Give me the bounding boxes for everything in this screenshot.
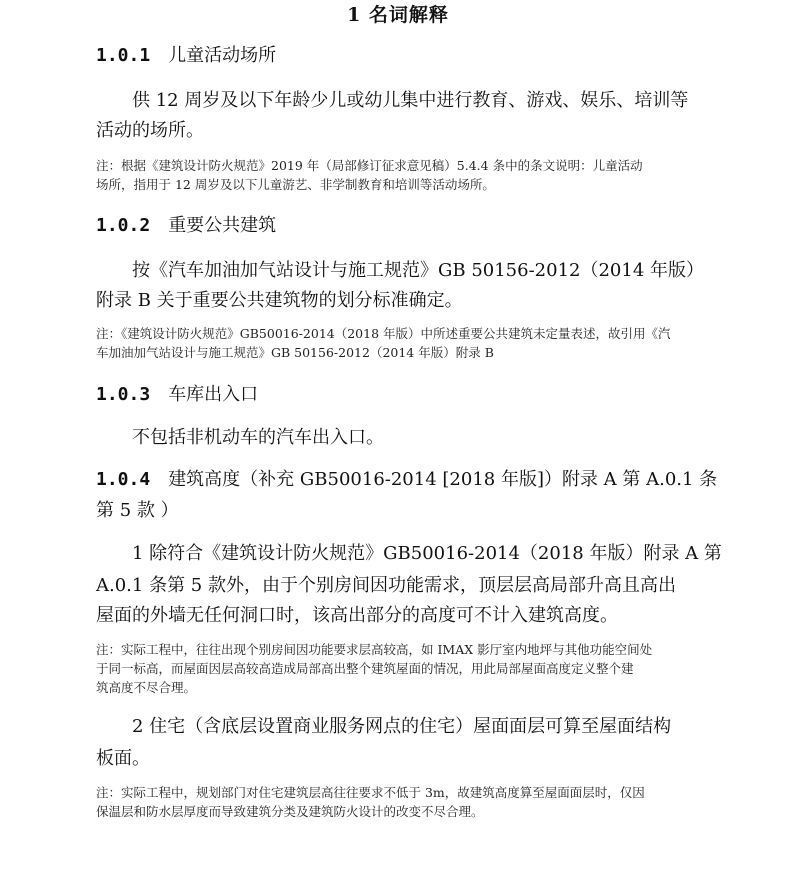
body-line: 按《汽车加油加气站设计与施工规范》GB 50156-2012（2014 年版） bbox=[132, 260, 705, 281]
note-line: 注：《建筑设计防火规范》GB50016-2014（2018 年版）中所述重要公共建筑未定量表述，故引用《汽 bbox=[96, 326, 671, 341]
section-heading-1-0-1 bbox=[96, 41, 716, 71]
item-2-rest bbox=[96, 744, 706, 774]
section-title: 车库出入口 bbox=[168, 384, 259, 405]
note-line: 注：实际工程中，规划部门对住宅建筑层高往往要求不低于 3m，故建筑高度算至屋面面层时，仅因 bbox=[96, 785, 645, 800]
body-line: 1 除符合《建筑设计防火规范》GB50016-2014（2018 年版）附录 A 第 bbox=[132, 543, 722, 564]
body-line: 活动的场所。 bbox=[96, 120, 204, 141]
section-title: 儿童活动场所 bbox=[168, 45, 277, 66]
section-body-1-0-2-cont bbox=[96, 286, 706, 316]
item-2-line-1 bbox=[96, 712, 742, 742]
body-line: 屋面的外墙无任何洞口时，该高出部分的高度可不计入建筑高度。 bbox=[96, 605, 618, 626]
note-line: 筑高度不尽合理。 bbox=[96, 680, 197, 695]
section-heading-1-0-3 bbox=[96, 380, 716, 410]
item-1-rest bbox=[96, 571, 706, 631]
body-line: 板面。 bbox=[96, 748, 150, 769]
chapter-title: 1 名词解释 bbox=[347, 4, 449, 26]
body-line: 不包括非机动车的汽车出入口。 bbox=[132, 427, 384, 448]
section-number: 1.0.2 bbox=[96, 215, 151, 236]
section-number: 1.0.3 bbox=[96, 384, 151, 405]
body-line: 2 住宅（含底层设置商业服务网点的住宅）屋面面层可算至屋面结构 bbox=[132, 716, 672, 737]
section-heading-1-0-4-cont bbox=[96, 496, 706, 526]
section-heading-1-0-2 bbox=[96, 211, 716, 241]
note-1-0-4-item-2 bbox=[96, 783, 706, 821]
section-body-1-0-3 bbox=[96, 423, 742, 453]
note-line: 于同一标高，而屋面因层高较高造成局部高出整个建筑屋面的情况，用此局部屋面高度定义整个建 bbox=[96, 661, 634, 676]
section-number: 1.0.1 bbox=[96, 45, 151, 66]
note-1-0-2 bbox=[96, 324, 706, 362]
note-line: 场所，指用于 12 周岁及以下儿童游艺、非学制教育和培训等活动场所。 bbox=[96, 177, 495, 192]
body-line: 附录 B 关于重要公共建筑物的划分标准确定。 bbox=[96, 290, 463, 311]
item-1-line-1 bbox=[96, 539, 742, 569]
section-number: 1.0.4 bbox=[96, 469, 151, 490]
note-line: 注：实际工程中，往往出现个别房间因功能要求层高较高，如 IMAX 影厅室内地坪与其他功能空间处 bbox=[96, 642, 653, 657]
section-body-1-0-2 bbox=[96, 256, 742, 286]
section-title-continuation: 第 5 款 ） bbox=[96, 500, 179, 521]
body-line: 供 12 周岁及以下年龄少儿或幼儿集中进行教育、游戏、娱乐、培训等 bbox=[132, 90, 689, 111]
section-title: 重要公共建筑 bbox=[168, 215, 277, 236]
section-heading-1-0-4 bbox=[96, 465, 716, 495]
body-line: A.0.1 条第 5 款外，由于个别房间因功能需求，顶层层高局部升高且高出 bbox=[96, 575, 676, 596]
section-title: 建筑高度（补充 GB50016-2014 [2018 年版]）附录 A 第 A.0.1 条 bbox=[168, 469, 718, 490]
section-body-1-0-1-cont bbox=[96, 116, 706, 146]
note-line: 注：根据《建筑设计防火规范》2019 年（局部修订征求意见稿）5.4.4 条中的条文说明：儿童活动 bbox=[96, 158, 643, 173]
section-body-1-0-1 bbox=[96, 86, 742, 116]
note-1-0-4-item-1 bbox=[96, 640, 706, 697]
note-1-0-1 bbox=[96, 156, 706, 194]
note-line: 车加油加气站设计与施工规范》GB 50156-2012（2014 年版）附录 B bbox=[96, 345, 494, 360]
note-line: 保温层和防水层厚度而导致建筑分类及建筑防火设计的改变不尽合理。 bbox=[96, 804, 484, 819]
